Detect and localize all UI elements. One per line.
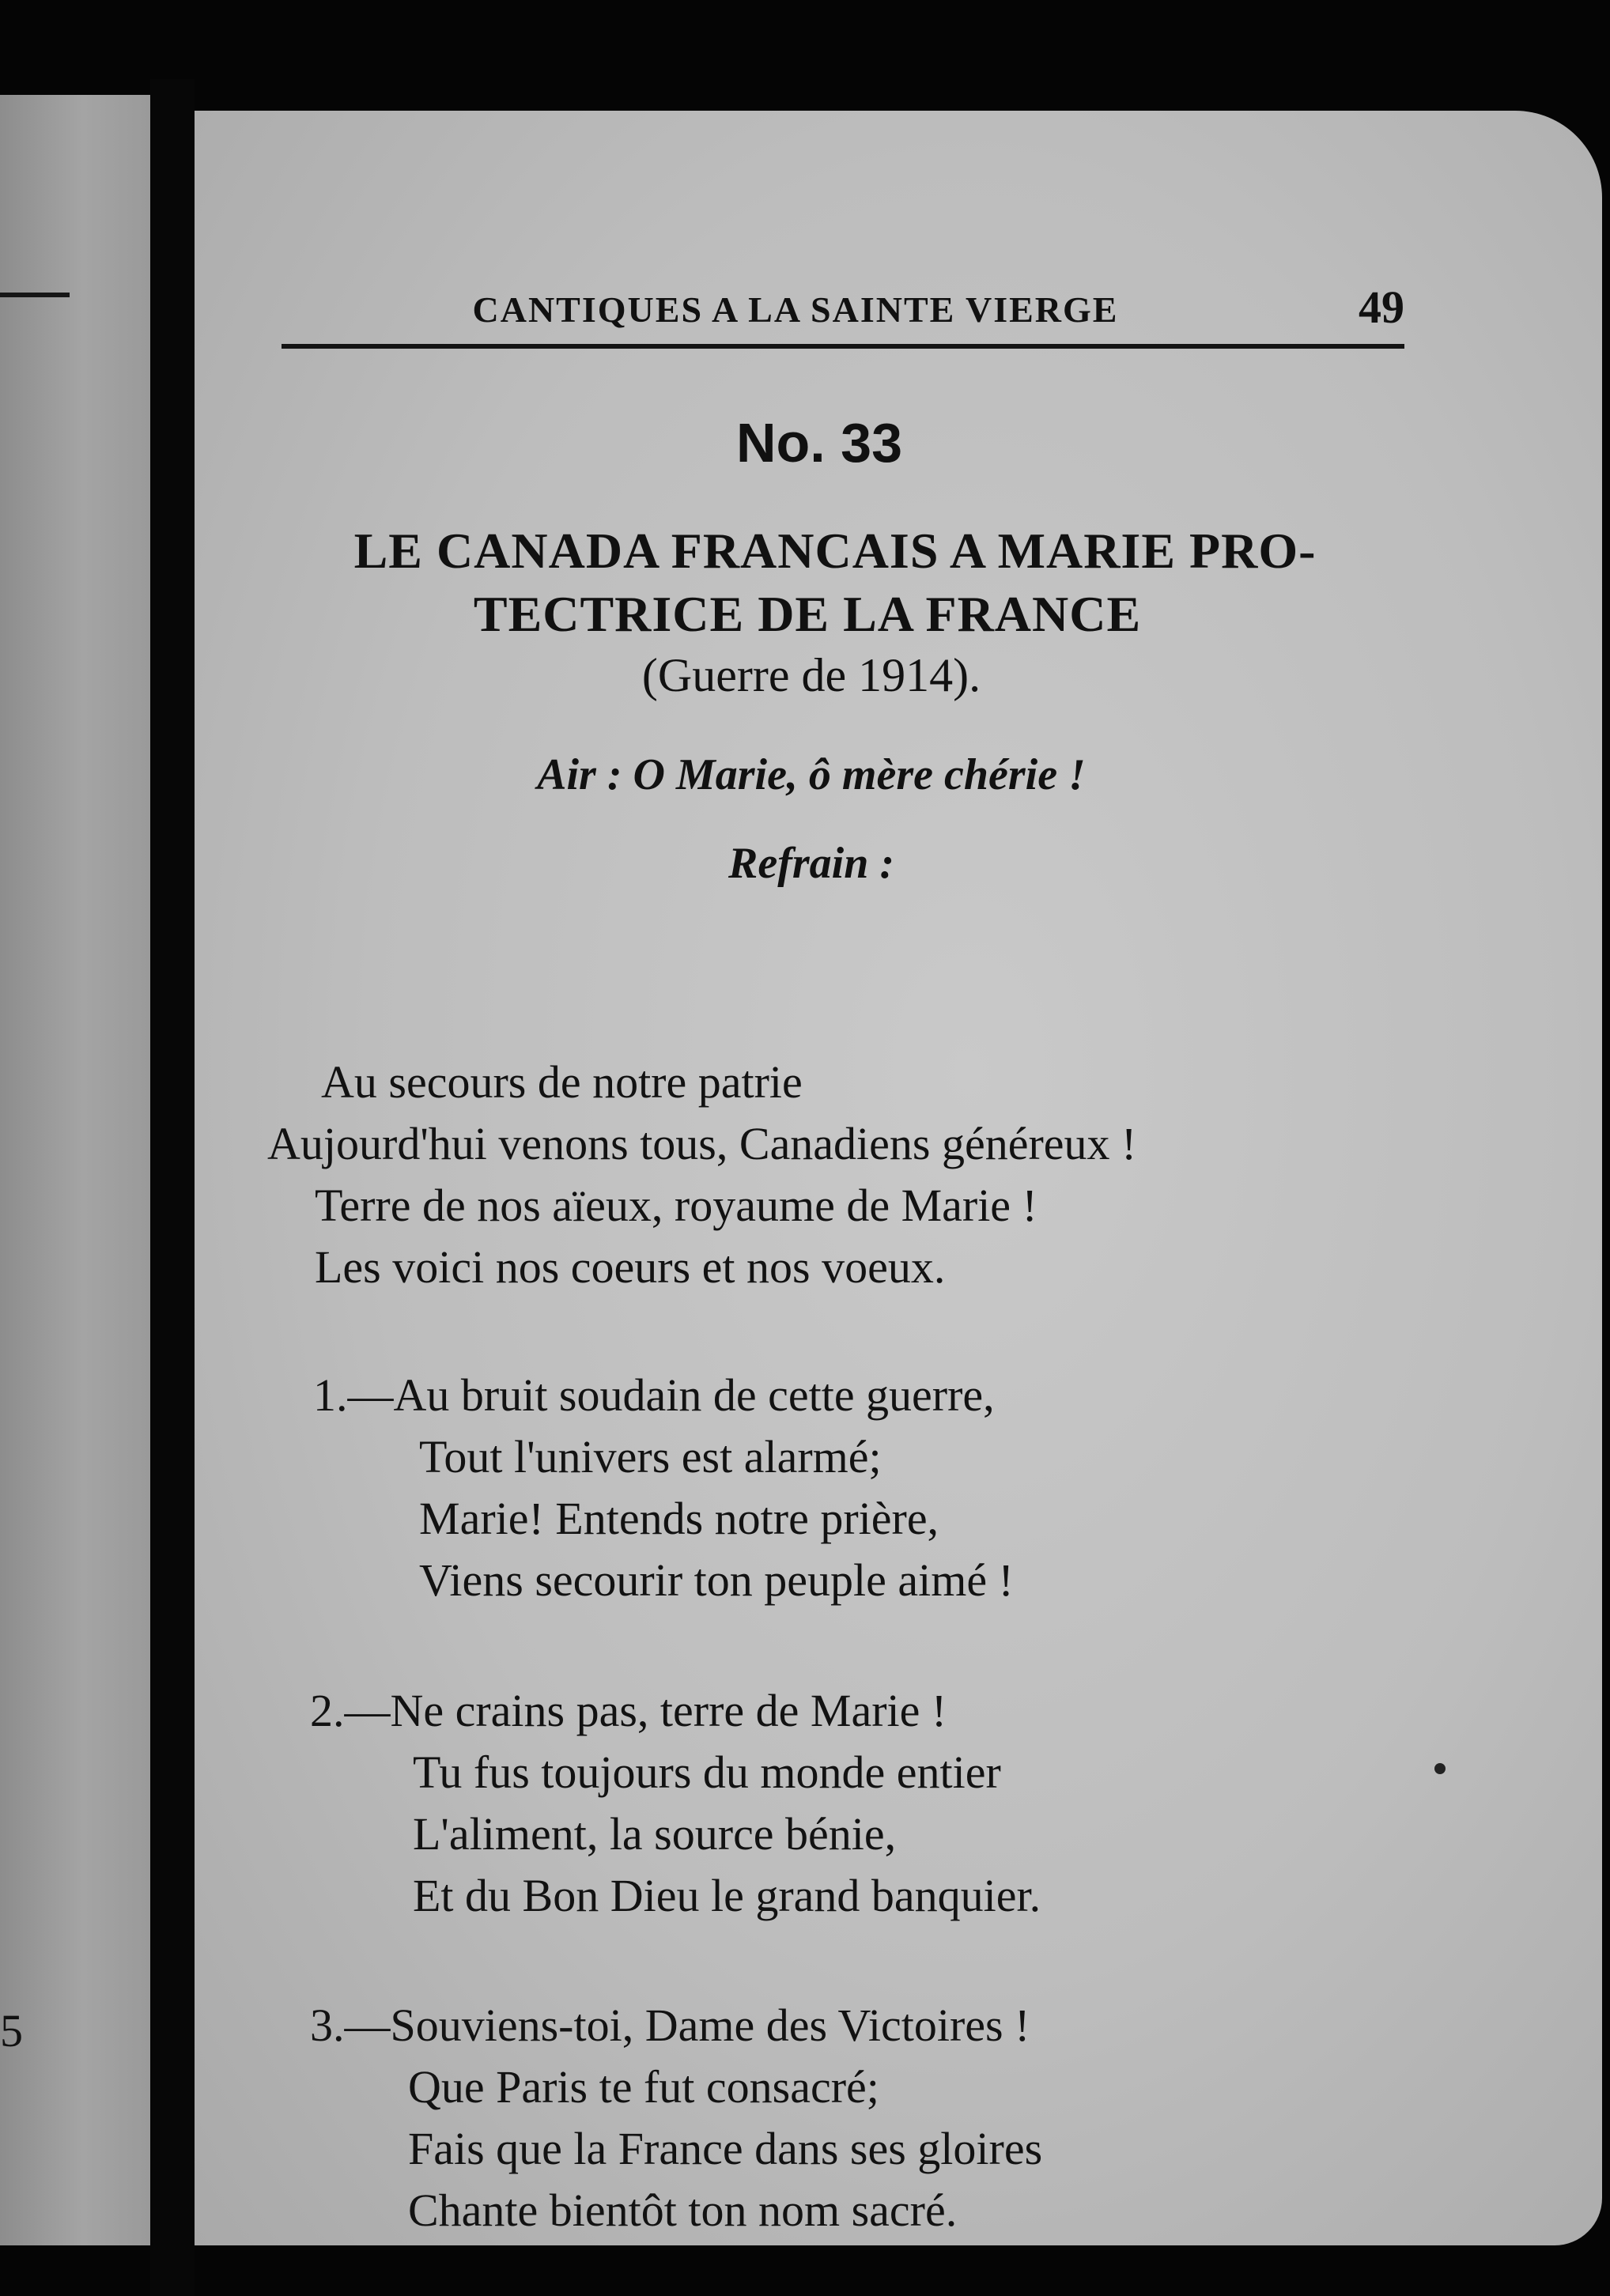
hymn-number: No. 33 bbox=[735, 412, 903, 474]
verse-line: L'aliment, la source bénie, bbox=[413, 1808, 897, 1860]
left-facing-page bbox=[0, 95, 150, 2245]
hymn-subtitle: (Guerre de 1914). bbox=[641, 649, 981, 701]
verse-line: Tout l'univers est alarmé; bbox=[419, 1431, 882, 1482]
verse-line: 2.—Ne crains pas, terre de Marie ! bbox=[310, 1685, 947, 1736]
left-page-rule bbox=[0, 293, 70, 297]
refrain-line: Les voici nos coeurs et nos voeux. bbox=[315, 1241, 946, 1293]
hymn-title-line-2: TECTRICE DE LA FRANCE bbox=[473, 586, 1142, 642]
hymn-title-line-1: LE CANADA FRANCAIS A MARIE PRO- bbox=[353, 523, 1317, 579]
hymn-air: Air : O Marie, ô mère chérie ! bbox=[537, 750, 1086, 799]
verse-line: Et du Bon Dieu le grand banquier. bbox=[413, 1870, 1041, 1921]
verse-line: Fais que la France dans ses gloires bbox=[408, 2123, 1043, 2174]
verse-line: Viens secourir ton peuple aimé ! bbox=[419, 1554, 1014, 1606]
verse-line: Que Paris te fut consacré; bbox=[408, 2061, 879, 2113]
running-head-title: CANTIQUES A LA SAINTE VIERGE bbox=[472, 289, 1119, 330]
refrain-label: Refrain : bbox=[728, 839, 894, 888]
verse-line: Marie! Entends notre prière, bbox=[419, 1493, 939, 1544]
refrain-line: Terre de nos aïeux, royaume de Marie ! bbox=[315, 1180, 1037, 1231]
verse-line: Chante bientôt ton nom sacré. bbox=[408, 2185, 958, 2236]
verse-line: Tu fus toujours du monde entier bbox=[413, 1747, 1001, 1798]
page-speck bbox=[1434, 1763, 1446, 1774]
left-page-edge-glyph: 5 bbox=[0, 2005, 23, 2056]
book-page bbox=[195, 111, 1602, 2245]
book-gutter bbox=[150, 79, 195, 2296]
verse-line: 1.—Au bruit soudain de cette guerre, bbox=[313, 1369, 995, 1421]
refrain-line: Aujourd'hui venons tous, Canadiens généreux ! bbox=[267, 1118, 1137, 1169]
running-head bbox=[282, 281, 1404, 352]
refrain-line: Au secours de notre patrie bbox=[321, 1056, 803, 1108]
running-head-rule bbox=[282, 344, 1404, 349]
verse-line: 3.—Souviens-toi, Dame des Victoires ! bbox=[310, 2000, 1030, 2051]
page-number: 49 bbox=[1359, 281, 1404, 333]
